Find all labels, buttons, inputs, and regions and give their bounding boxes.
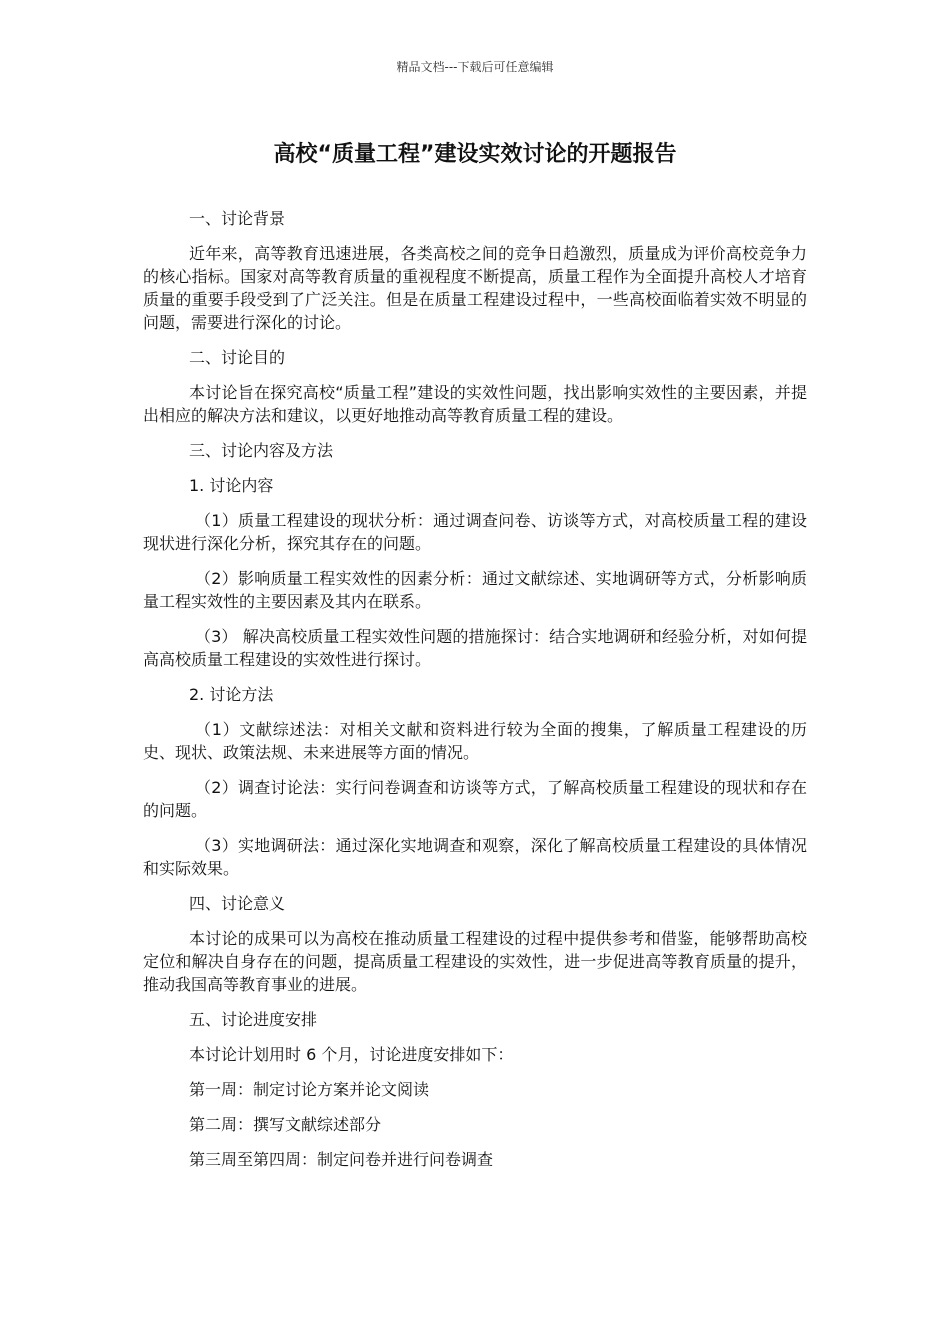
schedule-intro: 本讨论计划用时 6 个月，讨论进度安排如下： bbox=[189, 1045, 514, 1064]
document-body bbox=[143, 207, 807, 1183]
schedule-item-1: 第一周：制定讨论方案并论文阅读 bbox=[189, 1080, 430, 1099]
sub-heading-content: 1. 讨论内容 bbox=[189, 476, 274, 495]
section-heading-background: 一、讨论背景 bbox=[189, 209, 286, 228]
section-heading-significance: 四、讨论意义 bbox=[189, 894, 286, 913]
method-item-1: （1）文献综述法：对相关文献和资料进行较为全面的搜集，了解质量工程建设的历史、现状、政策法规、未来进展等方面的情况。 bbox=[143, 720, 807, 762]
method-item-2: （2）调查讨论法：实行问卷调查和访谈等方式，了解高校质量工程建设的现状和存在的问题。 bbox=[143, 778, 807, 820]
content-item-2: （2）影响质量工程实效性的因素分析：通过文献综述、实地调研等方式，分析影响质量工程实效性的主要因素及其内在联系。 bbox=[143, 569, 807, 611]
paragraph-background: 近年来，高等教育迅速进展，各类高校之间的竞争日趋激烈，质量成为评价高校竞争力的核心指标。国家对高等教育质量的重视程度不断提高，质量工程作为全面提升高校人才培育质量的重要手段受到了广泛关注。但是在质量工程建设过程中，一些高校面临着实效不明显的问题，需要进行深化的讨论。 bbox=[143, 244, 807, 332]
content-item-3: （3） 解决高校质量工程实效性问题的措施探讨：结合实地调研和经验分析，对如何提高高校质量工程建设的实效性进行探讨。 bbox=[143, 627, 807, 669]
schedule-item-2: 第二周：撰写文献综述部分 bbox=[189, 1115, 382, 1134]
page-header: 精品文档---下载后可任意编辑 bbox=[396, 60, 554, 74]
paragraph-significance: 本讨论的成果可以为高校在推动质量工程建设的过程中提供参考和借鉴，能够帮助高校定位和解决自身存在的问题，提高质量工程建设的实效性，进一步促进高等教育质量的提升，推动我国高等教育事业的进展。 bbox=[143, 929, 807, 994]
document-title: 高校“质量工程”建设实效讨论的开题报告 bbox=[273, 142, 677, 167]
content-item-1: （1）质量工程建设的现状分析：通过调查问卷、访谈等方式，对高校质量工程的建设现状进行深化分析，探究其存在的问题。 bbox=[143, 511, 807, 553]
paragraph-purpose: 本讨论旨在探究高校“质量工程”建设的实效性问题，找出影响实效性的主要因素，并提出相应的解决方法和建议，以更好地推动高等教育质量工程的建设。 bbox=[143, 383, 807, 425]
section-heading-content-method: 三、讨论内容及方法 bbox=[189, 441, 334, 460]
schedule-item-3: 第三周至第四周：制定问卷并进行问卷调查 bbox=[189, 1150, 494, 1169]
method-item-3: （3）实地调研法：通过深化实地调查和观察，深化了解高校质量工程建设的具体情况和实际效果。 bbox=[143, 836, 807, 878]
section-heading-purpose: 二、讨论目的 bbox=[189, 348, 286, 367]
section-heading-schedule: 五、讨论进度安排 bbox=[189, 1010, 318, 1029]
sub-heading-method: 2. 讨论方法 bbox=[189, 685, 274, 704]
